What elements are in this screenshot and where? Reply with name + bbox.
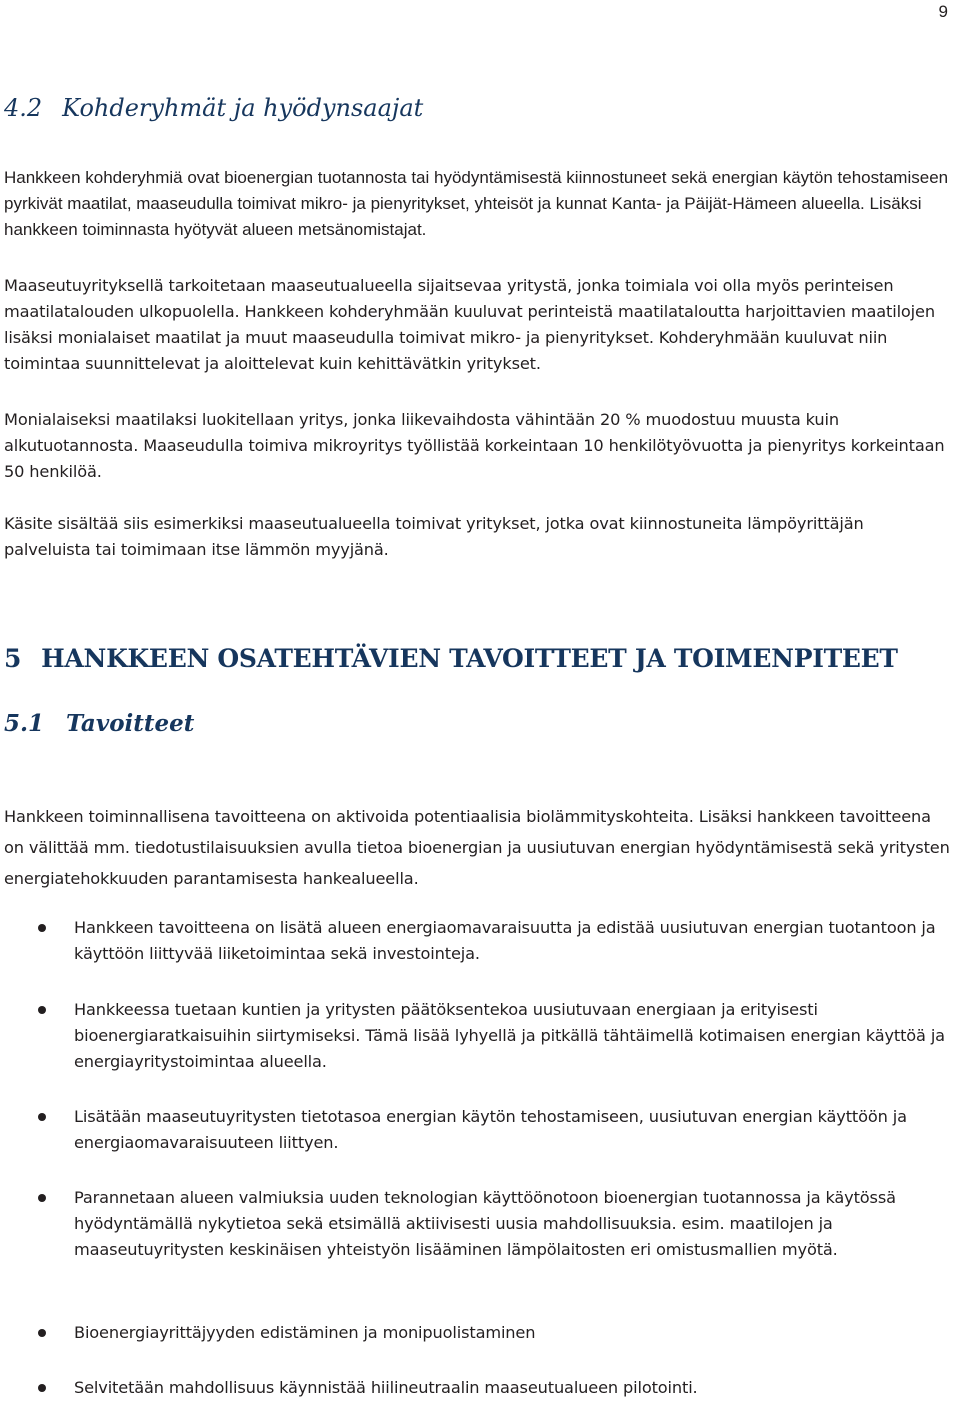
chapter-number: 5 bbox=[4, 644, 22, 673]
paragraph-rural-enterprise-definition: Maaseutuyrityksellä tarkoitetaan maaseutualueella sijaitsevaa yritystä, jonka toimiala voi olla myös perinteisen maatilatalouden ulkopuolella. Hankkeen kohderyhmään kuuluvat perinteistä maatilataloutta harjoittavien maatilojen lisäksi monialaiset maatilat ja muut maaseudulla toimivat mikro- ja pienyritykset. Kohderyhmään kuuluvat niin toimintaa suunnittelevat ja aloittelevat kuin kehittävätkin yritykset. bbox=[4, 276, 935, 373]
chapter-title: HANKKEEN OSATEHTÄVIEN TAVOITTEET JA TOIMENPITEET bbox=[41, 644, 898, 673]
bullet-icon bbox=[38, 1194, 46, 1202]
section-title: Kohderyhmät ja hyödynsaajat bbox=[62, 94, 424, 122]
paragraph-multi-sector-farm-definition: Monialaiseksi maatilaksi luokitellaan yritys, jonka liikevaihdosta vähintään 20 % muodostuu muusta kuin alkutuotannosta. Maaseudulla toimiva mikroyritys työllistää korkeintaan 10 henkilötyövuotta ja pienyritys korkeintaan 50 henkilöä. bbox=[4, 410, 945, 481]
paragraph-goals-intro: Hankkeen toiminnallisena tavoitteena on aktivoida potentiaalisia biolämmityskohteita. Lisäksi hankkeen tavoitteena on välittää mm. tiedotustilaisuuksien avulla tietoa bioenergian ja uusiutuvan energian hyödyntämisestä sekä yritysten energiatehokkuuden parantamisesta hankealueella. bbox=[4, 807, 950, 888]
list-item-text: Hankkeessa tuetaan kuntien ja yritysten päätöksentekoa uusiutuvaan energiaan ja erityisesti bioenergiaratkaisuihin siirtymiseksi. Tämä lisää lyhyellä ja pitkällä tähtäimellä kotimaisen energian käyttöä ja energiayritystoimintaa alueella. bbox=[74, 1000, 945, 1071]
bullet-icon bbox=[38, 1006, 46, 1014]
chapter-heading-5 bbox=[4, 644, 898, 673]
section-number: 4.2 bbox=[4, 94, 43, 122]
paragraph-target-groups: Hankkeen kohderyhmiä ovat bioenergian tuotannosta tai hyödyntämisestä kiinnostuneet sekä energian käytön tehostamiseen pyrkivät maatilat, maaseudulla toimivat mikro- ja pienyritykset, yhteisöt ja kunnat Kanta- ja Päijät-Hämeen alueella. Lisäksi hankkeen toiminnasta hyötyvät alueen metsänomistajat. bbox=[4, 168, 949, 239]
list-item-text: Parannetaan alueen valmiuksia uuden teknologian käyttöönotoon bioenergian tuotannossa ja käytössä hyödyntämällä nykytietoa sekä etsimällä aktiivisesti uusia mahdollisuuksia. esim. maatilojen ja maaseutuyritysten keskinäisen yhteistyön lisääminen lämpölaitosten eri omistusmallien myötä. bbox=[74, 1188, 896, 1259]
list-item-text: Selvitetään mahdollisuus käynnistää hiilineutraalin maaseutualueen pilotointi. bbox=[74, 1378, 698, 1397]
page-number: 9 bbox=[938, 2, 948, 21]
bullet-icon bbox=[38, 1113, 46, 1121]
section-heading-4-2 bbox=[4, 94, 423, 122]
paragraph-concept-scope: Käsite sisältää siis esimerkiksi maaseutualueella toimivat yritykset, jotka ovat kiinnostuneita lämpöyrittäjän palveluista tai toimimaan itse lämmön myyjänä. bbox=[4, 514, 864, 559]
section-number: 5.1 bbox=[4, 710, 45, 737]
bullet-icon bbox=[38, 1329, 46, 1337]
bullet-icon bbox=[38, 1384, 46, 1392]
list-item-text: Lisätään maaseutuyritysten tietotasoa energian käytön tehostamiseen, uusiutuvan energian käyttöön ja energiaomavaraisuuteen liittyen. bbox=[74, 1107, 907, 1152]
list-item-text: Hankkeen tavoitteena on lisätä alueen energiaomavaraisuutta ja edistää uusiutuvan energian tuotantoon ja käyttöön liittyvää liiketoimintaa sekä investointeja. bbox=[74, 918, 936, 963]
section-title: Tavoitteet bbox=[66, 710, 195, 737]
bullet-icon bbox=[38, 924, 46, 932]
list-item-text: Bioenergiayrittäjyyden edistäminen ja monipuolistaminen bbox=[74, 1323, 536, 1342]
section-heading-5-1 bbox=[4, 710, 194, 737]
